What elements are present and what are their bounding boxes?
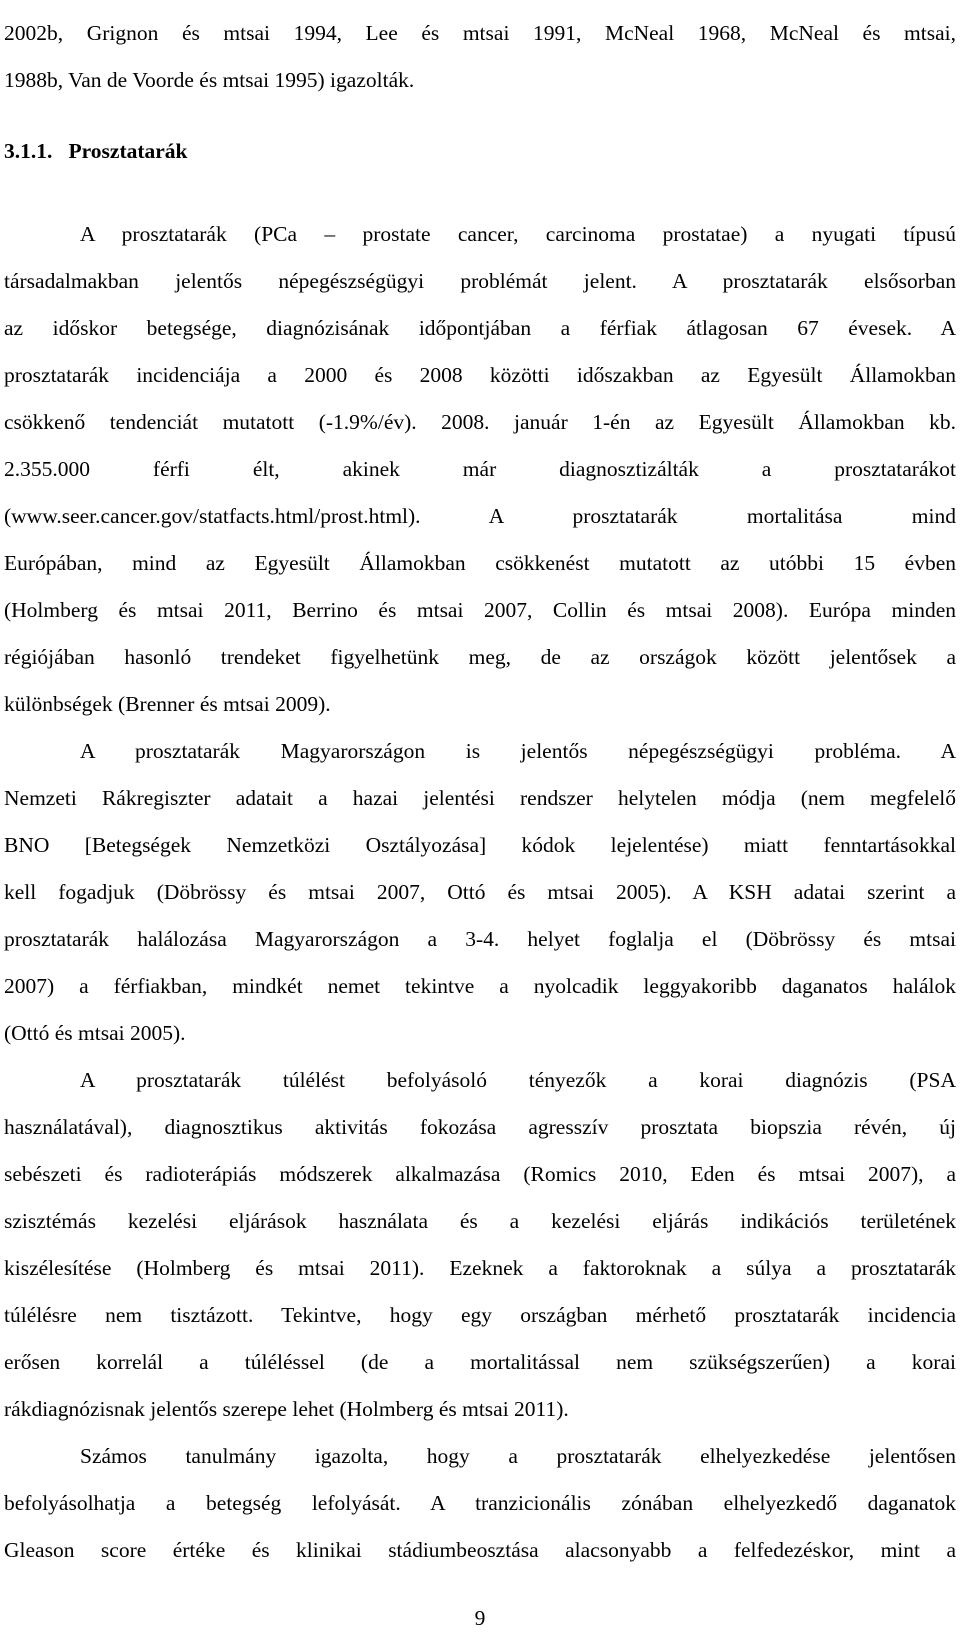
text-line: sebészeti és radioterápiás módszerek alkalmazása (Romics 2010, Eden és mtsai 2007), a xyxy=(4,1162,956,1186)
text-line: Nemzeti Rákregiszter adatait a hazai jelentési rendszer helytelen módja (nem megfelelő xyxy=(4,786,956,810)
text-line: rákdiagnózisnak jelentős szerepe lehet (Holmberg és mtsai 2011). xyxy=(4,1397,569,1421)
text-line: erősen korrelál a túléléssel (de a mortalitással nem szükségszerűen) a korai xyxy=(4,1350,956,1374)
section-heading: 3.1.1. Prosztatarák xyxy=(4,139,188,163)
text-line: Gleason score értéke és klinikai stádiumbeosztása alacsonyabb a felfedezéskor, mint a xyxy=(4,1538,956,1562)
text-line: régiójában hasonló trendeket figyelhetünk meg, de az országok között jelentősek a xyxy=(4,645,956,669)
text-line: az időskor betegsége, diagnózisának időpontjában a férfiak átlagosan 67 évesek. A xyxy=(4,316,956,340)
text-line: szisztémás kezelési eljárások használata és a kezelési eljárás indikációs területének xyxy=(4,1209,956,1233)
text-line: befolyásolhatja a betegség lefolyását. A tranzicionális zónában elhelyezkedő daganatok xyxy=(4,1491,956,1515)
text-line: csökkenő tendenciát mutatott (-1.9%/év). 2008. január 1-én az Egyesült Államokban kb. xyxy=(4,410,956,434)
text-line: kell fogadjuk (Döbrössy és mtsai 2007, Ottó és mtsai 2005). A KSH adatai szerint a xyxy=(4,880,956,904)
text-line: használatával), diagnosztikus aktivitás fokozása agresszív prosztata biopszia révén, új xyxy=(4,1115,956,1139)
text-line: 1988b, Van de Voorde és mtsai 1995) igazolták. xyxy=(4,68,415,92)
text-line: 2007) a férfiakban, mindkét nemet tekintve a nyolcadik leggyakoribb daganatos halálok xyxy=(4,974,956,998)
text-line: Számos tanulmány igazolta, hogy a prosztatarák elhelyezkedése jelentősen xyxy=(80,1444,956,1468)
text-line: 2.355.000 férfi élt, akinek már diagnosztizálták a prosztatarákot xyxy=(4,457,956,481)
text-line: BNO [Betegségek Nemzetközi Osztályozása] kódok lejelentése) miatt fenntartásokkal xyxy=(4,833,956,857)
text-line: Európában, mind az Egyesült Államokban csökkenést mutatott az utóbbi 15 évben xyxy=(4,551,956,575)
text-line: A prosztatarák (PCa – prostate cancer, carcinoma prostatae) a nyugati típusú xyxy=(80,222,956,246)
page-number: 9 xyxy=(474,1606,486,1630)
text-line: prosztatarák halálozása Magyarországon a 3-4. helyet foglalja el (Döbrössy és mtsai xyxy=(4,927,956,951)
text-line: túlélésre nem tisztázott. Tekintve, hogy egy országban mérhető prosztatarák incidencia xyxy=(4,1303,956,1327)
text-line: A prosztatarák túlélést befolyásoló tényezők a korai diagnózis (PSA xyxy=(80,1068,956,1092)
text-line: 2002b, Grignon és mtsai 1994, Lee és mtsai 1991, McNeal 1968, McNeal és mtsai, xyxy=(4,21,956,45)
text-line: (www.seer.cancer.gov/statfacts.html/prost.html). A prosztatarák mortalitása mind xyxy=(4,504,956,528)
text-line: társadalmakban jelentős népegészségügyi problémát jelent. A prosztatarák elsősorban xyxy=(4,269,956,293)
text-line: (Ottó és mtsai 2005). xyxy=(4,1021,186,1045)
text-line: prosztatarák incidenciája a 2000 és 2008 közötti időszakban az Egyesült Államokban xyxy=(4,363,956,387)
text-line: (Holmberg és mtsai 2011, Berrino és mtsai 2007, Collin és mtsai 2008). Európa minden xyxy=(4,598,956,622)
text-line: különbségek (Brenner és mtsai 2009). xyxy=(4,692,331,716)
text-line: A prosztatarák Magyarországon is jelentős népegészségügyi probléma. A xyxy=(80,739,956,763)
text-line: kiszélesítése (Holmberg és mtsai 2011). Ezeknek a faktoroknak a súlya a prosztatarák xyxy=(4,1256,956,1280)
